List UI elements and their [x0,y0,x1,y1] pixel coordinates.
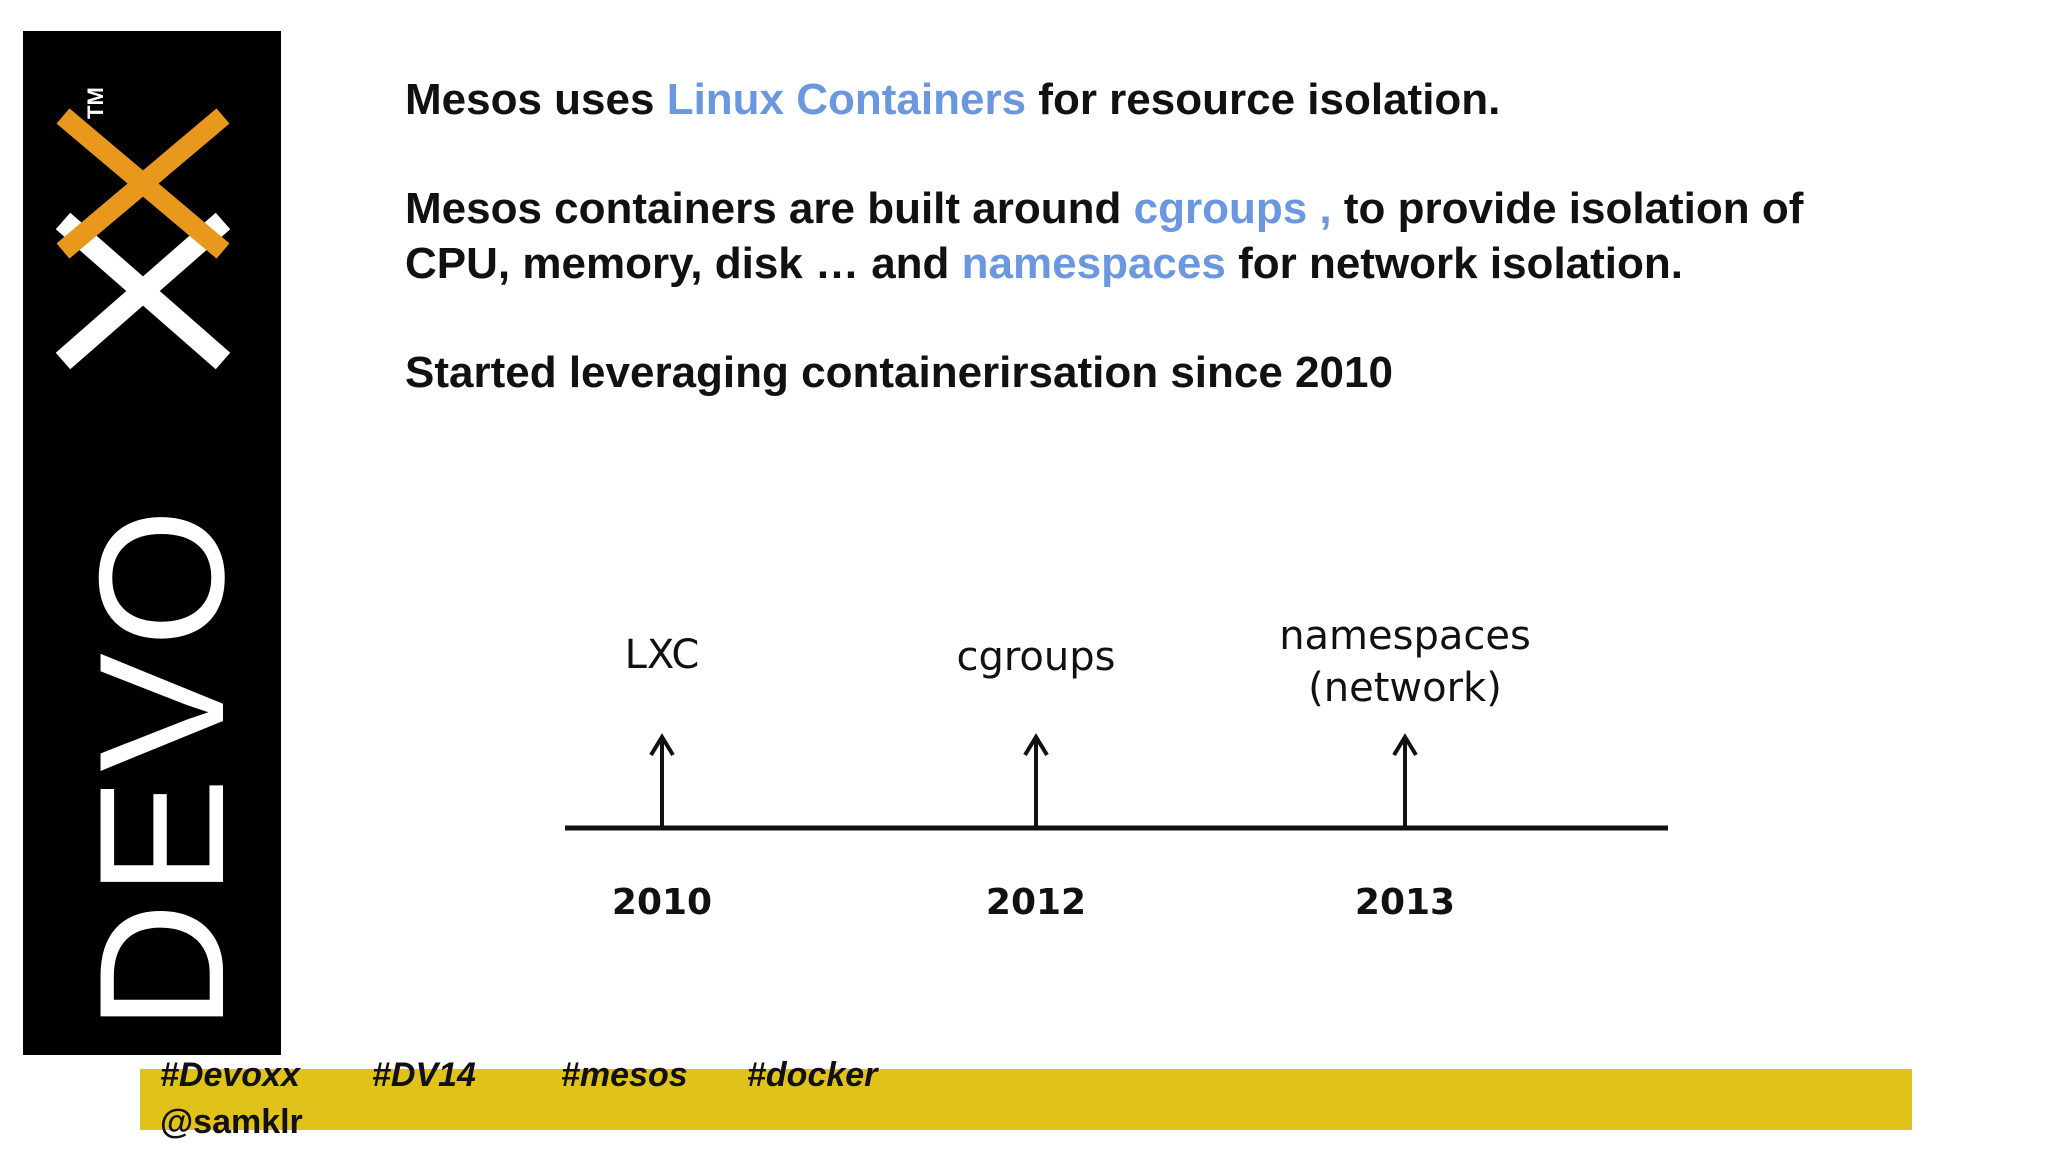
line3-before: CPU, memory, disk … and [405,239,962,288]
devoxx-logo [23,31,281,1055]
text-line-1 [405,75,1500,125]
timeline-event-label: cgroups [956,634,1116,680]
line3-after: for network isolation. [1225,239,1683,288]
timeline-year: 2012 [985,882,1087,923]
timeline-arrow [1394,737,1416,828]
line2-after: to provide isolation of [1331,184,1804,233]
trademark-mark: TM [83,87,108,119]
timeline-year: 2013 [1354,882,1456,923]
timeline-event-label: LXC [624,632,700,678]
line1-after: for resource isolation. [1026,75,1501,124]
timeline-year: 2010 [611,882,713,923]
line2-highlight: cgroups , [1133,184,1332,233]
logo-text: DEVO [62,502,261,1031]
line1-highlight: Linux Containers [666,75,1027,124]
timeline-event-sublabel: (network) [1308,665,1502,711]
logo-x-orange [63,116,223,251]
footer-tag: #docker [747,1056,878,1094]
text-line-3 [405,239,1683,289]
footer-tag: #mesos [561,1056,688,1094]
footer-handle: @samklr [160,1103,303,1141]
text-line-2 [405,184,1803,234]
devoxx-logo-sidebar [23,31,281,1055]
line1-before: Mesos uses [405,75,667,124]
footer-tag: #Devoxx [160,1056,300,1094]
line3-highlight: namespaces [961,239,1226,288]
timeline-arrow [1025,737,1047,828]
timeline-arrow [651,737,673,828]
line2-before: Mesos containers are built around [405,184,1134,233]
timeline-event-label: namespaces [1279,613,1531,659]
footer-tag: #DV14 [372,1056,476,1094]
text-line-4: Started leveraging containerirsation since 2010 [405,348,1393,397]
